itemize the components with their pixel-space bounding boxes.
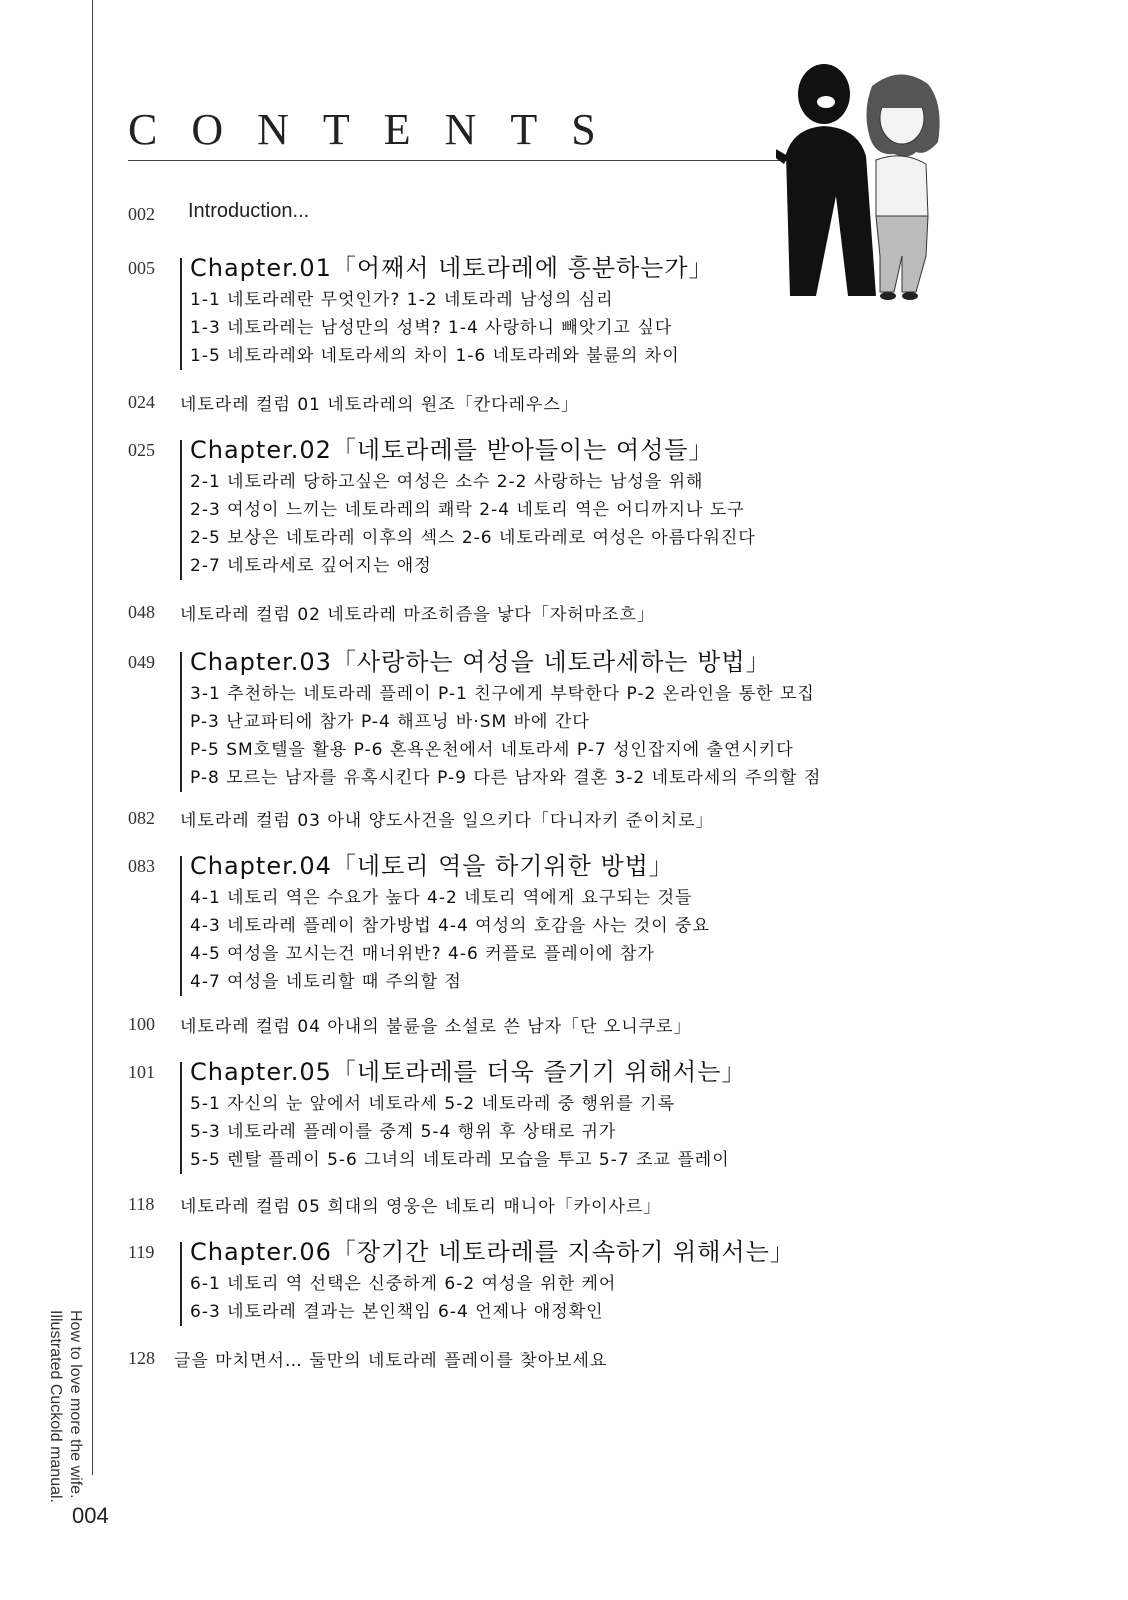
chapter-block <box>180 436 756 580</box>
section-line: 1-1 네토라레란 무엇인가? 1-2 네토라레 남성의 심리 <box>190 290 614 310</box>
page-title: CONTENTS <box>128 105 630 154</box>
chapter-title: Chapter.02「네토라레를 받아들이는 여성들」 <box>190 436 714 464</box>
chapter-title: Chapter.01「어째서 네토라레에 흥분하는가」 <box>190 254 714 282</box>
title-rule <box>128 160 803 161</box>
section-line: 6-1 네토리 역 선택은 신중하게 6-2 여성을 위한 케어 <box>190 1274 617 1294</box>
side-caption-line: Illustrated Cuckold manual. <box>47 1310 64 1503</box>
section-line: 6-3 네토라레 결과는 본인책임 6-4 언제나 애정확인 <box>190 1302 604 1322</box>
section-line: 4-5 여성을 꼬시는건 매너위반? 4-6 커플로 플레이에 참가 <box>190 944 655 964</box>
section-line: 1-3 네토라레는 남성만의 성벽? 1-4 사랑하니 빼앗기고 싶다 <box>190 318 673 338</box>
page-ref: 025 <box>128 440 155 460</box>
section-line: 1-5 네토라레와 네토라세의 차이 1-6 네토라레와 불륜의 차이 <box>190 346 680 366</box>
silhouette-man-and-woman-illustration <box>776 56 966 306</box>
chapter-block <box>180 1058 747 1174</box>
section-line: P-3 난교파티에 참가 P-4 해프닝 바·SM 바에 간다 <box>190 712 590 732</box>
chapter-title: Chapter.03「사랑하는 여성을 네토라세하는 방법」 <box>190 648 771 676</box>
page-ref: 049 <box>128 652 155 672</box>
page-ref: 128 <box>128 1348 155 1368</box>
section-line: 4-3 네토라레 플레이 참가방법 4-4 여성의 호감을 사는 것이 중요 <box>190 916 710 936</box>
page-ref: 048 <box>128 602 155 622</box>
section-line: 2-7 네토라세로 깊어지는 애정 <box>190 556 432 576</box>
column-title: 네토라레 컬럼 04 아내의 불륜을 소설로 쓴 남자「단 오니쿠로」 <box>180 1017 692 1037</box>
section-line: 2-3 여성이 느끼는 네토라레의 쾌락 2-4 네토리 역은 어디까지나 도구 <box>190 500 745 520</box>
section-line: 4-1 네토리 역은 수요가 높다 4-2 네토리 역에게 요구되는 것들 <box>190 888 693 908</box>
page-ref: 083 <box>128 856 155 876</box>
section-line: 3-1 추천하는 네토라레 플레이 P-1 친구에게 부탁한다 P-2 온라인을 통한 모집 <box>190 684 815 704</box>
page-number: 004 <box>72 1503 109 1528</box>
side-caption <box>40 1310 100 1503</box>
column-title: 네토라레 컬럼 02 네토라레 마조히즘을 낳다「자허마조흐」 <box>180 605 655 625</box>
column-title: 네토라레 컬럼 03 아내 양도사건을 일으키다「다니자키 준이치로」 <box>180 811 714 831</box>
page-ref: 005 <box>128 258 155 278</box>
section-line: 5-1 자신의 눈 앞에서 네토라세 5-2 네토라레 중 행위를 기록 <box>190 1094 676 1114</box>
page-ref: 024 <box>128 392 155 412</box>
page-ref: 101 <box>128 1062 155 1082</box>
section-line: 4-7 여성을 네토리할 때 주의할 점 <box>190 972 462 992</box>
chapter-title: Chapter.06「장기간 네토라레를 지속하기 위해서는」 <box>190 1238 795 1266</box>
column-title: 네토라레 컬럼 05 희대의 영웅은 네토리 매니아「카이사르」 <box>180 1197 662 1217</box>
chapter-block <box>180 254 714 370</box>
section-line: 5-3 네토라레 플레이를 중계 5-4 행위 후 상태로 귀가 <box>190 1122 617 1142</box>
page-ref: 082 <box>128 808 155 828</box>
page-ref: 118 <box>128 1194 155 1214</box>
section-line: 2-5 보상은 네토라레 이후의 섹스 2-6 네토라레로 여성은 아름다워진다 <box>190 528 756 548</box>
chapter-block <box>180 852 710 996</box>
page-ref: 119 <box>128 1242 155 1262</box>
section-line: 2-1 네토라레 당하고싶은 여성은 소수 2-2 사랑하는 남성을 위해 <box>190 472 704 492</box>
chapter-title: Chapter.05「네토라레를 더욱 즐기기 위해서는」 <box>190 1058 747 1086</box>
side-caption-line: How to love more the wife. <box>67 1310 84 1499</box>
section-line: P-8 모르는 남자를 유혹시킨다 P-9 다른 남자와 결혼 3-2 네토라세의 주의할 점 <box>190 768 822 788</box>
chapter-block <box>180 648 822 792</box>
section-line: P-5 SM호텔을 활용 P-6 혼욕온천에서 네토라세 P-7 성인잡지에 출연시키다 <box>190 740 794 760</box>
section-line: 5-5 렌탈 플레이 5-6 그녀의 네토라레 모습을 투고 5-7 조교 플레이 <box>190 1150 730 1170</box>
page-ref: 002 <box>128 204 155 224</box>
chapter-block <box>180 1238 795 1326</box>
intro-label: Introduction... <box>188 200 310 222</box>
page-ref: 100 <box>128 1014 155 1034</box>
closing-title: 글을 마치면서… 둘만의 네토라레 플레이를 찾아보세요 <box>174 1351 608 1371</box>
margin-rule <box>92 0 93 1475</box>
chapter-title: Chapter.04「네토리 역을 하기위한 방법」 <box>190 852 674 880</box>
column-title: 네토라레 컬럼 01 네토라레의 원조「칸다레우스」 <box>180 395 579 415</box>
